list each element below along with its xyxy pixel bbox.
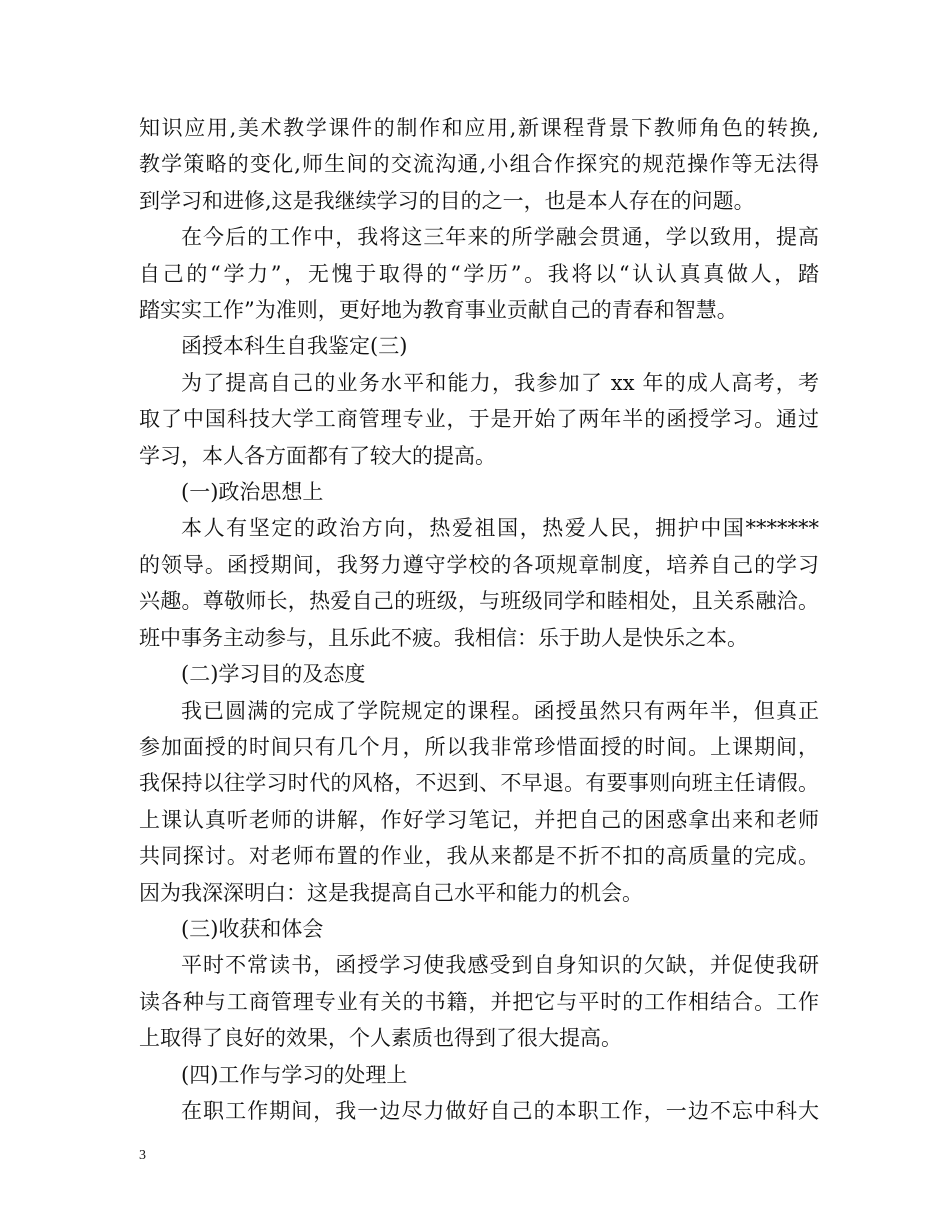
text-line: 上课认真听老师的讲解，作好学习笔记，并把自己的困惑拿出来和老师: [139, 807, 819, 832]
text-line: 上取得了良好的效果，个人素质也得到了很大提高。: [139, 1026, 622, 1051]
text-line: 共同探讨。对老师布置的作业，我从来都是不折不扣的高质量的完成。: [139, 844, 819, 869]
text-line: 到学习和进修,这是我继续学习的目的之一，也是本人存在的问题。: [139, 188, 755, 213]
text-line: 因为我深深明白：这是我提高自己水平和能力的机会。: [139, 880, 643, 905]
paragraph: [139, 656, 819, 692]
paragraph: [139, 1093, 819, 1129]
text-line: 函授本科生自我鉴定(三): [181, 334, 408, 359]
text-line: 本人有坚定的政治方向，热爱祖国，热爱人民，拥护中国*******: [181, 516, 819, 541]
text-line: 我已圆满的完成了学院规定的课程。函授虽然只有两年半，但真正: [181, 698, 819, 723]
paragraph: [139, 911, 819, 947]
text-line: 取了中国科技大学工商管理专业，于是开始了两年半的函授学习。通过: [139, 407, 819, 432]
text-line: (三)收获和体会: [181, 916, 324, 941]
page-number: 3: [139, 1148, 146, 1163]
paragraph: [139, 510, 819, 656]
paragraph: [139, 365, 819, 474]
text-line: (二)学习目的及态度: [181, 662, 366, 687]
paragraph: [139, 693, 819, 911]
text-line: 平时不常读书，函授学习使我感受到自身知识的欠缺，并促使我研: [181, 953, 819, 978]
text-line: 读各种与工商管理专业有关的书籍，并把它与平时的工作相结合。工作: [139, 989, 819, 1014]
text-line: 自己的“学力”，无愧于取得的“学历”。我将以“认认真真做人，踏: [139, 261, 819, 286]
text-line: 踏实实工作”为准则，更好地为教育事业贡献自己的青春和智慧。: [139, 298, 738, 323]
text-line: (一)政治思想上: [181, 480, 324, 505]
text-line: 知识应用,美术教学课件的制作和应用,新课程背景下教师角色的转换,: [139, 116, 819, 140]
text-line: 我保持以往学习时代的风格，不迟到、不早退。有要事则向班主任请假。: [139, 771, 819, 796]
text-line: (四)工作与学习的处理上: [181, 1062, 408, 1087]
text-line: 班中事务主动参与，且乐此不疲。我相信：乐于助人是快乐之本。: [139, 625, 748, 650]
paragraph: [139, 328, 819, 364]
text-line: 在今后的工作中，我将这三年来的所学融会贯通，学以致用，提高: [181, 225, 819, 250]
text-line: 教学策略的变化,师生间的交流沟通,小组合作探究的规范操作等无法得: [139, 152, 819, 177]
paragraph: [139, 219, 819, 328]
paragraph: [139, 474, 819, 510]
text-line: 参加面授的时间只有几个月，所以我非常珍惜面授的时间。上课期间，: [139, 734, 819, 759]
text-line: 为了提高自己的业务水平和能力，我参加了 xx 年的成人高考，考: [181, 370, 819, 395]
text-line: 的领导。函授期间，我努力遵守学校的各项规章制度，培养自己的学习: [139, 552, 819, 577]
text-line: 兴趣。尊敬师长，热爱自己的班级，与班级同学和睦相处，且关系融洽。: [139, 589, 819, 614]
paragraph: [139, 947, 819, 1056]
paragraph: [139, 1057, 819, 1093]
text-line: 在职工作期间，我一边尽力做好自己的本职工作，一边不忘中科大: [181, 1098, 819, 1123]
paragraph: [139, 110, 819, 219]
document-body: [139, 110, 819, 1129]
text-line: 学习，本人各方面都有了较大的提高。: [139, 443, 496, 468]
